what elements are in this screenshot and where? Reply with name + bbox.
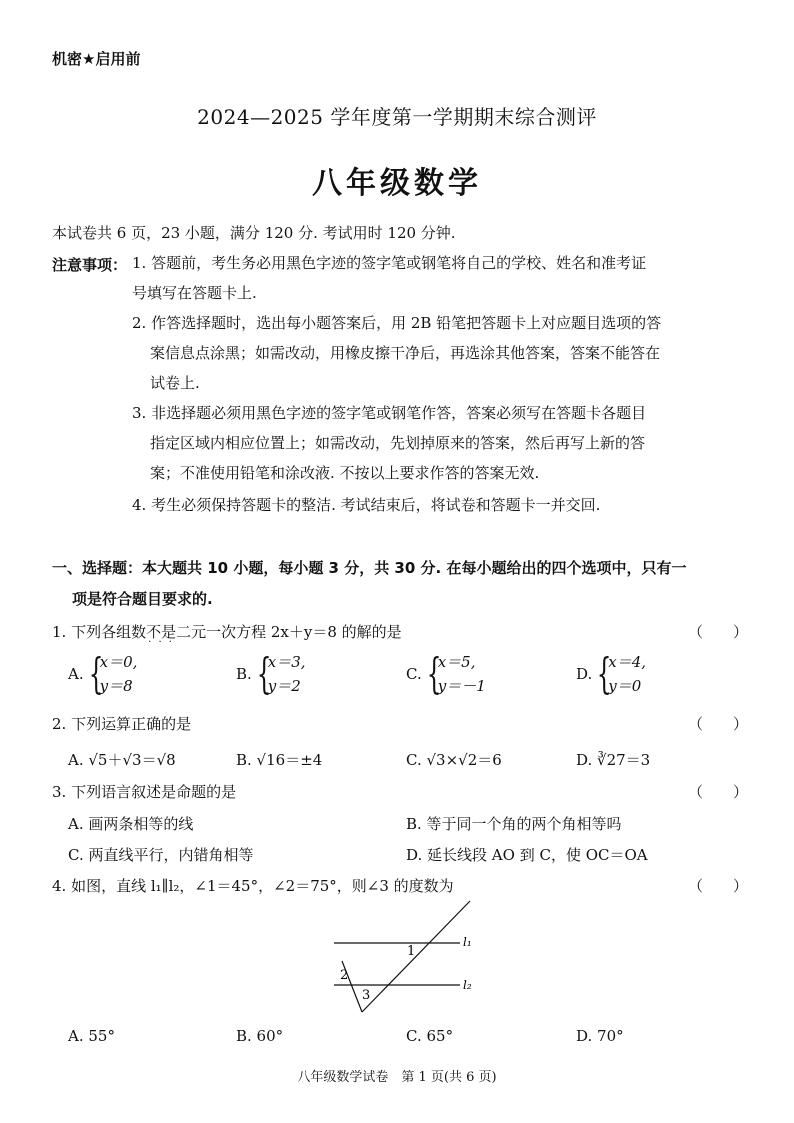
notice-line: 试卷上. <box>150 374 200 392</box>
notice-label: 注意事项： <box>52 256 128 274</box>
question-3-stem: 3. 下列语言叙述是命题的是 <box>52 783 237 801</box>
option-d: D. 延长线段 AO 到 C，使 OC＝OA <box>406 846 648 864</box>
option-d: D. ∛27＝3 <box>576 751 651 769</box>
notice-line: 1. 答题前，考生务必用黑色字迹的签字笔或钢笔将自己的学校、姓名和准考证 <box>132 254 647 272</box>
l1-label: l₁ <box>463 935 472 949</box>
exam-subject: 八年级数学 <box>312 166 482 201</box>
option-d: D. { x＝4, y＝0 <box>576 649 647 698</box>
option-c: C. 65° <box>406 1027 454 1045</box>
option-c: C. 两直线平行，内错角相等 <box>68 846 254 864</box>
answer-bracket: （ ） <box>688 783 749 801</box>
option-a: A. { x＝0, y＝8 <box>68 649 138 698</box>
section-heading: 一、选择题：本大题共 10 小题，每小题 3 分，共 30 分. 在每小题给出的四个选项中，只有一 <box>52 559 687 577</box>
exam-intro: 本试卷共 6 页，23 小题，满分 120 分. 考试用时 120 分钟. <box>52 224 456 242</box>
option-a: A. 55° <box>68 1027 115 1045</box>
option-d: D. 70° <box>576 1027 624 1045</box>
emphasis-not: 不是 · · · <box>146 623 176 641</box>
option-c: C. { x＝5, y＝－1 <box>406 649 486 698</box>
l2-label: l₂ <box>463 978 472 992</box>
notice-line: 2. 作答选择题时，选出每小题答案后，用 2B 铅笔把答题卡上对应题目选项的答 <box>132 314 662 332</box>
notice-line: 案；不准使用铅笔和涂改液. 不按以上要求作答的答案无效. <box>150 464 540 482</box>
option-b: B. 等于同一个角的两个角相等吗 <box>406 815 622 833</box>
notice-line: 号填写在答题卡上. <box>132 284 257 302</box>
angle-3-label: 3 <box>362 988 371 1003</box>
angle-1-label: 1 <box>407 944 416 959</box>
parallel-lines-figure <box>320 895 490 1020</box>
confidential-mark: 机密★启用前 <box>52 50 141 68</box>
notice-line: 案信息点涂黑；如需改动，用橡皮擦干净后，再选涂其他答案，答案不能答在 <box>150 344 661 362</box>
notice-line: 4. 考生必须保持答题卡的整洁. 考试结束后，将试卷和答题卡一并交回. <box>132 496 601 514</box>
notice-line: 指定区域内相应位置上；如需改动，先划掉原来的答案，然后再写上新的答 <box>150 434 646 452</box>
exam-title: 2024—2025 学年度第一学期期末综合测评 <box>197 105 597 129</box>
option-a: A. 画两条相等的线 <box>68 815 194 833</box>
section-heading-cont: 项是符合题目要求的. <box>72 590 213 608</box>
option-b: B. √16＝±4 <box>236 751 323 769</box>
page-footer: 八年级数学试卷 第 1 页(共 6 页) <box>297 1070 497 1085</box>
question-4-stem: 4. 如图，直线 l₁∥l₂，∠1＝45°，∠2＝75°，则∠3 的度数为 <box>52 877 454 895</box>
question-1-stem: 1. 下列各组数不是 · · ·二元一次方程 2x＋y＝8 的解的是 <box>52 621 402 642</box>
answer-bracket: （ ） <box>688 623 749 641</box>
option-b: B. 60° <box>236 1027 284 1045</box>
notice-line: 3. 非选择题必须用黑色字迹的签字笔或钢笔作答，答案必须写在答题卡各题目 <box>132 404 647 422</box>
option-b: B. { x＝3, y＝2 <box>236 649 306 698</box>
question-2-stem: 2. 下列运算正确的是 <box>52 715 192 733</box>
angle-2-label: 2 <box>340 968 349 983</box>
answer-bracket: （ ） <box>688 715 749 733</box>
option-a: A. √5＋√3＝√8 <box>68 751 176 769</box>
answer-bracket: （ ） <box>688 877 749 895</box>
option-c: C. √3×√2＝6 <box>406 751 502 769</box>
transversal-line <box>362 901 470 1012</box>
